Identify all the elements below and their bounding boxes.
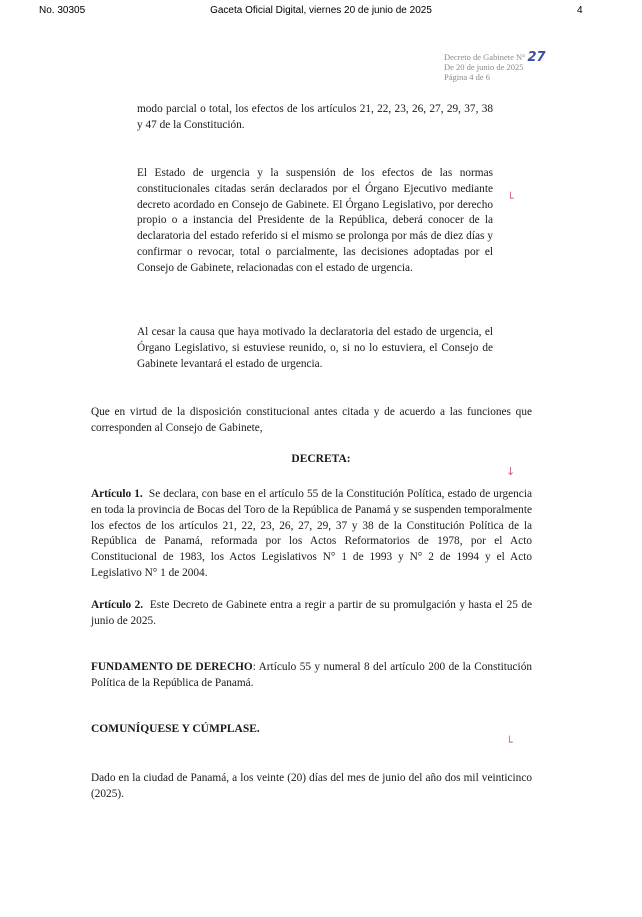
margin-tick-mark-1: └ (507, 192, 514, 205)
article-1-text: Se declara, con base en el artículo 55 de la Constitución Política, estado de urgencia en toda la provincia de Bocas del Toro de la República de Panamá y se suspenden temporalmente los efectos de los artículos 21, 22, 23, 26, 27, 29, 37 y 38 de la Constitución Política de la República de Panamá, reformada por los Actos Reformatorios de 1978, por el Acto Constitucional de 1983, los Actos Legislativos N° 1 de 1993 y N° 2 de 1994 y el Acto Legislativo N° 1 de 2004. (91, 488, 532, 579)
handwritten-decree-number: 27 (527, 50, 546, 65)
quoted-paragraph-3: Al cesar la causa que haya motivado la declaratoria del estado de urgencia, el Órgano Legislativo, si estuviese reunido, o, si no lo estuviera, el Consejo de Gabinete levantará el estado de urgencia. (137, 326, 493, 370)
quoted-paragraph-1: modo parcial o total, los efectos de los artículos 21, 22, 23, 26, 27, 29, 37, 38 y 47 de la Constitución. (137, 103, 493, 131)
decree-reference-stamp (444, 52, 574, 82)
margin-tick-mark-2: ↓ (506, 465, 516, 478)
legal-basis-text: : Artículo 55 y numeral 8 del artículo 200 de la Constitución Política de la República de Panamá. (91, 661, 532, 689)
gazette-title-date: Gaceta Oficial Digital, viernes 20 de junio de 2025 (210, 5, 432, 16)
quoted-paragraph-2: El Estado de urgencia y la suspensión de los efectos de las normas constitucionales citadas serán declarados por el Órgano Ejecutivo mediante decreto acordado en Consejo de Gabinete. El Órgano Legislativo, por derecho propio o a instancia del Presidente de la República, deberá conocer de la declaratoria del estado referido si el mismo se prolonga por más de diez días y confirmar o revocar, total o parcialmente, las decisiones adoptadas por el Consejo de Gabinete, relacionadas con el estado de urgencia. (137, 167, 493, 274)
article-1 (91, 487, 532, 582)
article-2-text: Este Decreto de Gabinete entra a regir a partir de su promulgación y hasta el 25 de junio de 2025. (91, 599, 532, 627)
article-2-label: Artículo 2. (91, 599, 144, 611)
page-number: 4 (577, 5, 583, 16)
stamp-page-line: Página 4 de 6 (444, 72, 491, 82)
margin-tick-mark-3: └ (506, 736, 513, 749)
legal-basis-label: FUNDAMENTO DE DERECHO (91, 661, 253, 673)
decreta-heading: DECRETA: (291, 453, 351, 465)
comuniquese-heading: COMUNÍQUESE Y CÚMPLASE. (91, 723, 260, 735)
gazette-header (0, 0, 642, 22)
considering-paragraph: Que en virtud de la disposición constitucional antes citada y de acuerdo a las funciones que corresponden al Consejo de Gabinete, (91, 406, 532, 434)
gazette-number: No. 30305 (39, 5, 86, 16)
legal-basis (91, 660, 532, 692)
stamp-date-line: De 20 de junio de 2025 (444, 62, 524, 72)
stamp-decree-line (444, 50, 574, 65)
article-2 (91, 598, 532, 630)
given-at-paragraph: Dado en la ciudad de Panamá, a los veinte (20) días del mes de junio del año dos mil veinticinco (2025). (91, 772, 532, 800)
article-1-label: Artículo 1. (91, 488, 143, 500)
stamp-decree-prefix: Decreto de Gabinete N° (444, 52, 526, 62)
